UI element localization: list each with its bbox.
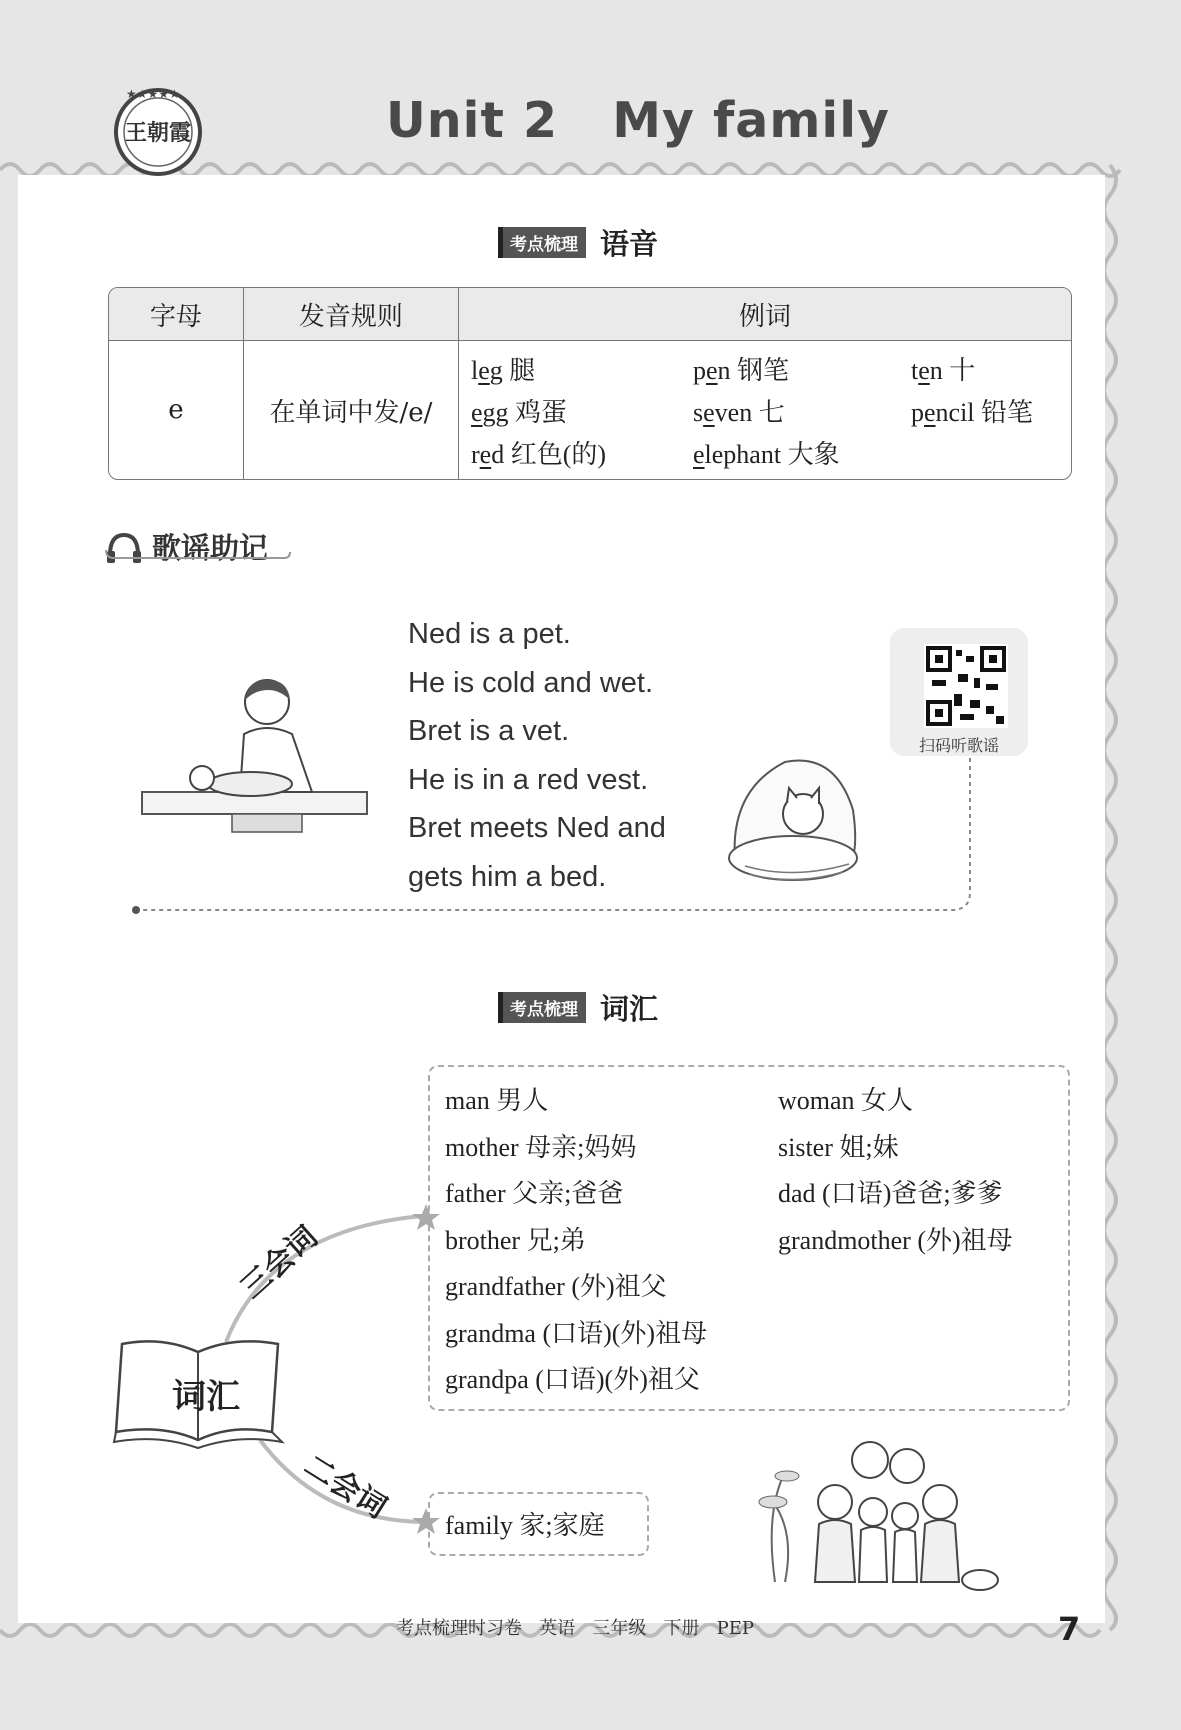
- svg-text:王朝霞: 王朝霞: [124, 120, 192, 146]
- svg-text:★★★★★: ★★★★★: [126, 87, 180, 101]
- vocab-section-heading: [498, 987, 658, 1028]
- rhyme-line: gets him a bed.: [408, 860, 607, 893]
- vocab-book-label: 词汇: [172, 1377, 240, 1417]
- branch-label-two: 二会词: [297, 1448, 393, 1526]
- rhyme-line: Ned is a pet.: [408, 618, 571, 650]
- examples-grid: [459, 341, 1071, 479]
- example-word: leg 腿: [471, 355, 536, 385]
- vocab-item: mother 母亲;妈妈: [445, 1132, 637, 1162]
- rhyme-dotted-connector: [128, 756, 976, 916]
- page-number: 7: [1058, 1610, 1081, 1648]
- qr-code-icon[interactable]: [924, 644, 1008, 728]
- example-word: egg 鸡蛋: [471, 397, 568, 427]
- family-illustration: [755, 1432, 1005, 1597]
- letter-cell: e: [109, 341, 244, 479]
- example-word: pencil 铅笔: [911, 397, 1034, 427]
- vocab-item: man 男人: [445, 1086, 549, 1115]
- vocab-item: dad (口语)爸爸;爹爹: [778, 1179, 1003, 1208]
- section-title: 语音: [600, 227, 659, 261]
- example-word: ten 十: [911, 355, 976, 385]
- section-tag: 考点梳理: [498, 992, 586, 1023]
- rhyme-line: Bret meets Ned and: [408, 812, 666, 844]
- rhyme-label: 歌谣助记: [152, 531, 269, 565]
- example-word: elephant 大象: [693, 439, 840, 469]
- vocab-item: father 父亲;爸爸: [445, 1179, 624, 1208]
- qr-caption: 扫码听歌谣: [918, 736, 999, 755]
- rhyme-line: He is cold and wet.: [408, 666, 654, 699]
- footer-text: 考点梳理时习卷 英语 三年级 下册 PEP: [396, 1618, 755, 1639]
- col-header-examples: 例词: [459, 288, 1071, 341]
- rhyme-line: He is in a red vest.: [408, 763, 649, 796]
- section-title: 词汇: [600, 992, 659, 1026]
- phonics-table: [108, 287, 1072, 480]
- rhyme-line: Bret is a vet.: [408, 715, 570, 747]
- vocab-item: brother 兄;弟: [445, 1225, 586, 1255]
- vocab-item: family 家;家庭: [445, 1511, 605, 1540]
- phonics-section-heading: [498, 222, 658, 263]
- vocab-item: sister 姐;妹: [778, 1132, 899, 1162]
- section-tag: 考点梳理: [498, 227, 586, 258]
- example-word: pen 钢笔: [693, 355, 790, 385]
- examples-cell: [459, 341, 1071, 479]
- col-header-letter: 字母: [109, 288, 244, 341]
- brand-seal-logo: [112, 84, 204, 176]
- vocab-item: grandpa (口语)(外)祖父: [445, 1365, 700, 1394]
- vocab-item: grandmother (外)祖母: [778, 1225, 1013, 1255]
- example-word: seven 七: [693, 397, 785, 427]
- branch-label-three: 三会词: [234, 1219, 325, 1306]
- vocab-item: grandfather (外)祖父: [445, 1272, 667, 1301]
- vocab-item: woman 女人: [778, 1086, 914, 1115]
- col-header-rule: 发音规则: [244, 288, 459, 341]
- example-word: red 红色(的): [471, 439, 607, 469]
- vocab-item: grandma (口语)(外)祖母: [445, 1318, 708, 1348]
- rhyme-underline: [104, 548, 294, 562]
- unit-title: Unit 2 My family: [386, 92, 890, 149]
- rule-cell: 在单词中发/e/: [244, 341, 459, 479]
